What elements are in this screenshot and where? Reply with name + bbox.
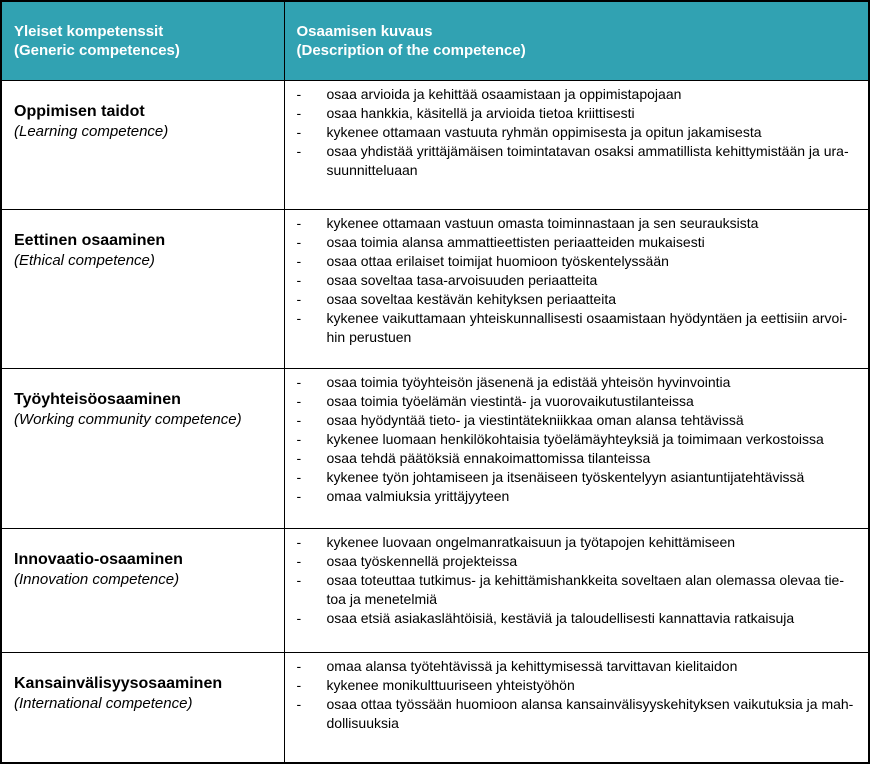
dash-marker: - [296,310,302,326]
bullet-text: osaa toimia työelämän viestintä- ja vuorovaikutustilanteissa [326,393,694,409]
bullet-item [285,252,859,271]
dash-marker: - [296,677,302,693]
dash-marker: - [296,215,302,231]
row-innovation-competence [1,529,869,653]
bullet-item [285,430,859,449]
bullet-item [285,123,859,142]
bullet-item [285,533,859,552]
bullet-list [285,85,859,180]
competence-subtitle: (Ethical competence) [14,252,155,269]
competence-subtitle: (Working community competence) [14,411,242,428]
bullet-item [285,104,859,123]
bullet-text: omaa alansa työtehtävissä ja kehittymisessä tarvittavan kielitaidon [326,658,738,674]
dash-marker: - [296,572,302,588]
column-header-competence-description [284,1,869,81]
row-ethical-competence [1,210,869,369]
dash-marker: - [296,658,302,674]
header-line-en: (Description of the competence) [296,42,526,59]
bullet-item [285,85,859,104]
bullet-item [285,290,859,309]
bullet-text: osaa hankkia, käsitellä ja arvioida tietoa kriittisesti [326,105,635,121]
bullet-item [285,487,859,506]
bullet-text: kykenee ottamaan vastuuta ryhmän oppimisesta ja opitun jakamisesta [326,124,762,140]
bullet-item [285,468,859,487]
competence-title: Eettinen osaaminen [14,232,166,249]
dash-marker: - [296,412,302,428]
competence-title: Oppimisen taidot [14,103,145,120]
bullet-item [285,309,859,347]
dash-marker: - [296,234,302,250]
competence-subtitle: (International competence) [14,695,193,712]
column-header-generic-competences [1,1,284,81]
competence-title: Työyhteisöosaaminen [14,391,181,408]
competence-name-cell [1,653,284,764]
bullet-text: osaa toimia alansa ammattieettisten periaatteiden mukaisesti [326,234,705,250]
dash-marker: - [296,553,302,569]
bullet-item [285,695,859,733]
dash-marker: - [296,291,302,307]
row-working-community-competence [1,369,869,529]
dash-marker: - [296,610,302,626]
bullet-item [285,571,859,609]
dash-marker: - [296,450,302,466]
row-international-competence [1,653,869,764]
bullet-text: osaa hyödyntää tieto- ja viestintätekniikkaa oman alansa tehtävissä [326,412,744,428]
competence-title: Kansainvälisyysosaaminen [14,675,223,692]
dash-marker: - [296,374,302,390]
dash-marker: - [296,143,302,159]
competence-description-cell [284,529,869,653]
bullet-item [285,373,859,392]
bullet-item [285,449,859,468]
competence-name-cell [1,81,284,210]
bullet-item [285,233,859,252]
bullet-text: kykenee monikulttuuriseen yhteistyöhön [326,677,575,693]
bullet-text: osaa työskennellä projekteissa [326,553,518,569]
bullet-item [285,411,859,430]
bullet-item [285,657,859,676]
dash-marker: - [296,431,302,447]
dash-marker: - [296,86,302,102]
bullet-item [285,552,859,571]
bullet-list [285,657,859,733]
competence-subtitle: (Innovation competence) [14,571,180,588]
competence-title: Innovaatio-osaaminen [14,551,183,568]
bullet-text: osaa arvioida ja kehittää osaamistaan ja oppimistapojaan [326,86,682,102]
bullet-text: omaa valmiuksia yrittäjyyteen [326,488,510,504]
competence-description-cell [284,210,869,369]
dash-marker: - [296,534,302,550]
dash-marker: - [296,469,302,485]
bullet-text: osaa yhdistää yrittäjämäisen toimintatavan osaksi ammatillista kehittymistään ja ura-suunnitteluaan [326,143,849,178]
bullet-text: kykenee luovaan ongelmanratkaisuun ja työtapojen kehittämiseen [326,534,736,550]
bullet-text: osaa toimia työyhteisön jäsenenä ja edistää yhteisön hyvinvointia [326,374,731,390]
dash-marker: - [296,105,302,121]
bullet-text: kykenee työn johtamiseen ja itsenäiseen työskentelyyn asiantuntijatehtävissä [326,469,805,485]
header-line-en: (Generic competences) [14,42,180,59]
competence-description-cell [284,653,869,764]
row-learning-competence [1,81,869,210]
dash-marker: - [296,393,302,409]
bullet-item [285,676,859,695]
competence-description-cell [284,369,869,529]
bullet-text: osaa toteuttaa tutkimus- ja kehittämishankkeita soveltaen alan olemassa olevaa tie-toa ja menetelmiä [326,572,845,607]
competence-subtitle: (Learning competence) [14,123,169,140]
bullet-text: kykenee vaikuttamaan yhteiskunnallisesti osaamistaan hyödyntäen ja eettisiin arvoi-hin perustuen [326,310,848,345]
bullet-text: kykenee luomaan henkilökohtaisia työelämäyhteyksiä ja toimimaan verkostoissa [326,431,824,447]
bullet-text: osaa tehdä päätöksiä ennakoimattomissa tilanteissa [326,450,651,466]
bullet-text: osaa ottaa erilaiset toimijat huomioon työskentelyssään [326,253,669,269]
bullet-list [285,533,859,628]
bullet-text: osaa ottaa työssään huomioon alansa kansainvälisyyskehityksen vaikutuksia ja mah-dollisuuksia [326,696,854,731]
competence-name-cell [1,369,284,529]
dash-marker: - [296,488,302,504]
dash-marker: - [296,696,302,712]
competence-description-cell [284,81,869,210]
competence-name-cell [1,529,284,653]
bullet-list [285,373,859,506]
bullet-item [285,609,859,628]
bullet-item [285,214,859,233]
header-line-fi: Yleiset kompetenssit [14,23,164,40]
bullet-text: kykenee ottamaan vastuun omasta toiminnastaan ja sen seurauksista [326,215,759,231]
bullet-item [285,142,859,180]
bullet-text: osaa soveltaa kestävän kehityksen periaatteita [326,291,617,307]
header-line-fi: Osaamisen kuvaus [296,23,433,40]
table-header-row [1,1,869,81]
dash-marker: - [296,124,302,140]
bullet-list [285,214,859,347]
bullet-item [285,271,859,290]
dash-marker: - [296,272,302,288]
bullet-text: osaa etsiä asiakaslähtöisiä, kestäviä ja taloudellisesti kannattavia ratkaisuja [326,610,795,626]
bullet-text: osaa soveltaa tasa-arvoisuuden periaatteita [326,272,598,288]
competence-name-cell [1,210,284,369]
dash-marker: - [296,253,302,269]
bullet-item [285,392,859,411]
